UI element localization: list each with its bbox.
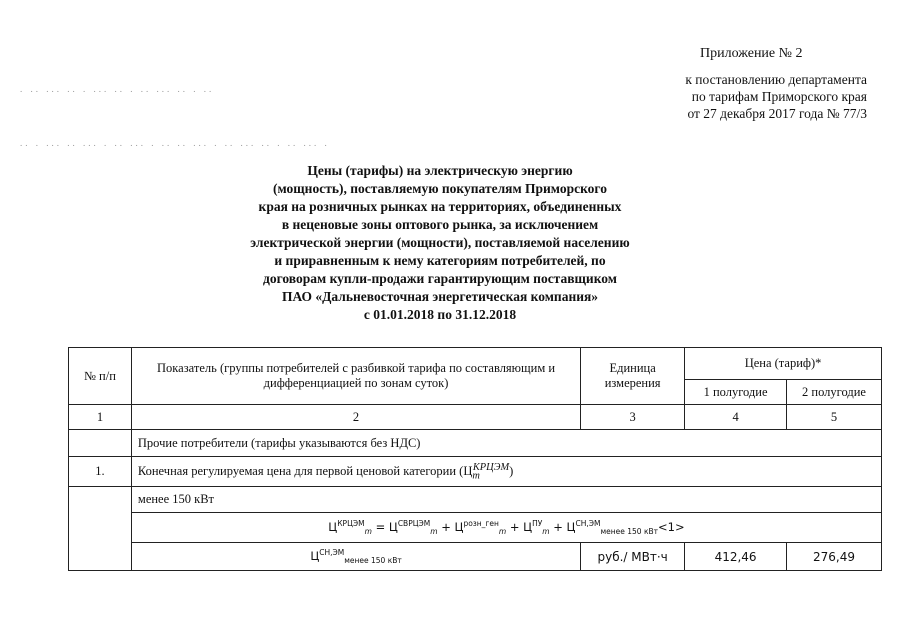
document-title xyxy=(230,162,650,324)
col-number: 2 xyxy=(131,405,580,430)
scan-dots-top: . .. ... .. . ... .. . .. ... .. . .. xyxy=(20,84,215,94)
item-num: 1. xyxy=(69,457,132,487)
title-line: края на розничных рынках на территориях, объединенных xyxy=(258,199,622,214)
formula-row xyxy=(69,513,882,543)
value-half1: 412,46 xyxy=(685,543,787,571)
decree-line-1: к постановлению департамента xyxy=(685,72,867,87)
col-number: 4 xyxy=(685,405,787,430)
formula-sub: m xyxy=(498,527,507,537)
subgroup-num-cell xyxy=(69,487,132,571)
subgroup-row xyxy=(69,487,882,513)
header-indicator: Показатель (группы потребителей с разбивкой тарифа по составляющим и дифференциацией по зонам суток) xyxy=(131,348,580,405)
title-line: (мощность), поставляемую покупателям Приморского xyxy=(273,181,607,196)
header-num: № п/п xyxy=(69,348,132,405)
title-line: ПАО «Дальневосточная энергетическая компания» xyxy=(281,289,599,304)
subgroup-label: менее 150 кВт xyxy=(131,487,881,513)
column-number-row xyxy=(69,405,882,430)
price-formula: $Ц^{КРЦЭМ}_m = Ц^{СВРЦЭМ}_m + Ц^{розн\_ген}_m + Ц^{ПУ}_m + Ц^{СН,ЭМ}_{менее 150 кВт}<1>$ xyxy=(131,513,881,543)
formula-sub: m xyxy=(542,527,550,537)
section-row xyxy=(69,430,882,457)
title-line: договорам купли-продажи гарантирующим поставщиком xyxy=(263,271,617,286)
appendix-title: Приложение № 2 xyxy=(700,46,803,61)
header-price: Цена (тариф)* xyxy=(685,348,882,380)
value-symbol: $Ц^{СН,ЭМ}_{менее 150 кВт}$ xyxy=(131,543,580,571)
formula-sub: m xyxy=(430,527,438,537)
col-number: 1 xyxy=(69,405,132,430)
item-label-end: ) xyxy=(509,463,514,478)
header-half1: 1 полугодие xyxy=(685,380,787,405)
value-sup: СН,ЭМ xyxy=(319,547,345,557)
tariff-table xyxy=(68,347,882,571)
formula-sup: розн_ген xyxy=(463,518,499,528)
formula-sup: КРЦЭМ xyxy=(337,518,365,528)
scan-dots-middle: .. . ... .. ... . .. ... . .. .. ... . .. ... .. . .. ... . xyxy=(20,138,330,148)
title-line: с 01.01.2018 по 31.12.2018 xyxy=(363,307,517,322)
decree-line-2: по тарифам Приморского края xyxy=(691,89,867,104)
decree-line-3: от 27 декабря 2017 года № 77/3 xyxy=(687,106,867,121)
item-label xyxy=(131,457,881,487)
value-half2: 276,49 xyxy=(787,543,882,571)
formula-sup: СН,ЭМ xyxy=(575,518,601,528)
item-symbol-sup: КРЦЭМ xyxy=(472,461,510,473)
header-half2: 2 полугодие xyxy=(787,380,882,405)
value-row xyxy=(69,543,882,571)
col-number: 5 xyxy=(787,405,882,430)
formula-sup: ПУ xyxy=(532,518,543,528)
col-number: 3 xyxy=(581,405,685,430)
header-row xyxy=(69,348,882,380)
item-symbol-sub: m xyxy=(472,470,480,482)
title-line: электрической энергии (мощности), поставляемой населению xyxy=(250,235,630,250)
title-line: и приравненным к нему категориям потребителей, по xyxy=(274,253,606,268)
header-unit: Единица измерения xyxy=(581,348,685,405)
title-line: Цены (тарифы) на электрическую энергию xyxy=(307,163,573,178)
formula-sup: СВРЦЭМ xyxy=(397,518,431,528)
value-sub: менее 150 кВт xyxy=(344,556,402,566)
value-unit: руб./ МВт·ч xyxy=(581,543,685,571)
item-label-text: Конечная регулируемая цена для первой ценовой категории (Ц xyxy=(137,463,473,478)
item-row xyxy=(69,457,882,487)
section-label: Прочие потребители (тарифы указываются без НДС) xyxy=(131,430,881,457)
formula-sub: m xyxy=(364,527,372,537)
title-line: в неценовые зоны оптового рынка, за исключением xyxy=(281,217,599,232)
item-symbol xyxy=(472,461,510,482)
formula-ref: <1> xyxy=(658,519,685,534)
formula-sub: менее 150 кВт xyxy=(600,527,658,537)
section-num-cell xyxy=(69,430,132,457)
